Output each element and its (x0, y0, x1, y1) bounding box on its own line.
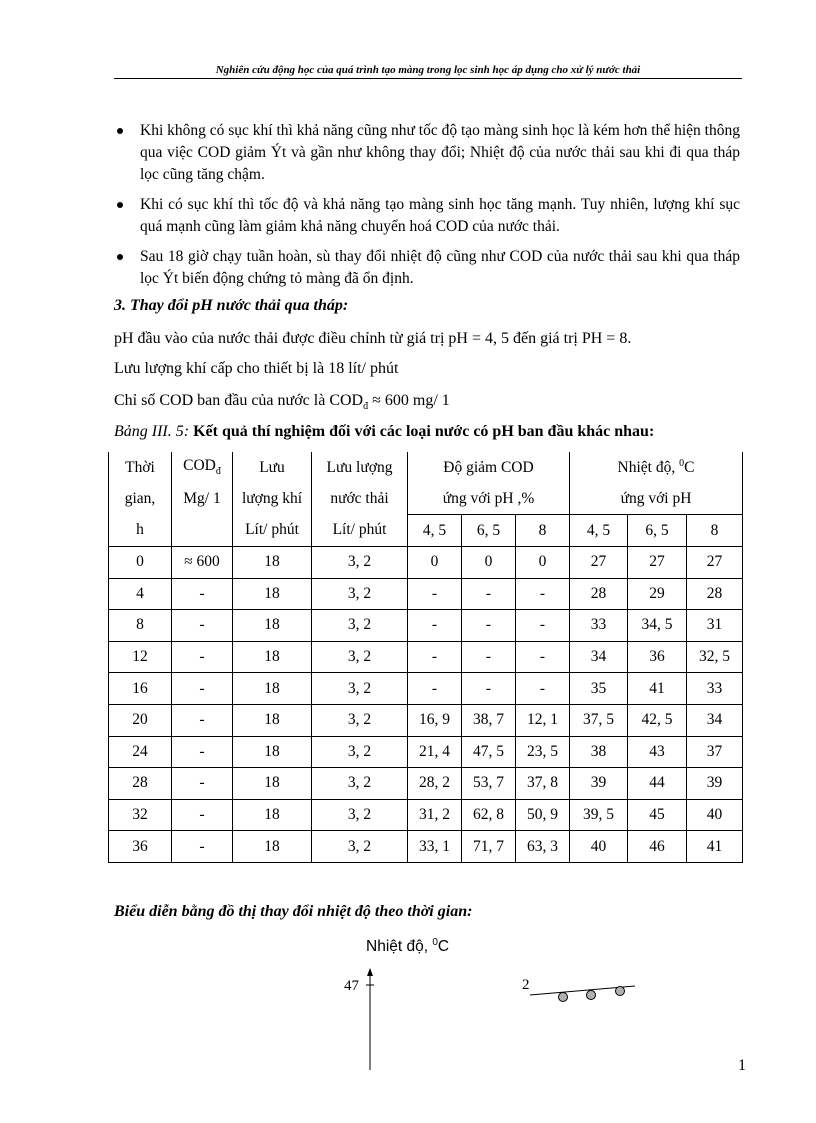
table-cell: 39, 5 (570, 799, 628, 831)
header-cod (172, 452, 233, 483)
table-cell: 24 (109, 736, 172, 768)
table-cell: 4 (109, 578, 172, 610)
table-cell: 37, 5 (570, 704, 628, 736)
table-cell: 32, 5 (687, 641, 743, 673)
table-cell: 39 (687, 768, 743, 800)
table-cell: 63, 3 (516, 831, 570, 863)
table-row (109, 547, 743, 579)
table-cell: 12 (109, 641, 172, 673)
table-cell: 41 (687, 831, 743, 863)
table-cell: 34 (687, 704, 743, 736)
header-time-2: gian, (109, 483, 172, 515)
table-cell: 28 (109, 768, 172, 800)
header-ph: 4, 5 (408, 515, 462, 547)
cod-text: Chỉ số COD ban đầu của nước là COD (114, 392, 364, 409)
table-cell: - (516, 578, 570, 610)
table-cell: - (172, 610, 233, 642)
table-cell: 39 (570, 768, 628, 800)
header-cod-reduction-1: Độ giảm COD (408, 452, 570, 483)
table-row (109, 673, 743, 705)
temperature-chart (330, 960, 650, 1070)
table-cell: 16, 9 (408, 704, 462, 736)
table-caption (114, 423, 654, 441)
table-cell: 53, 7 (462, 768, 516, 800)
header-temp-deg: 0 (679, 457, 685, 469)
table-cell: 34 (570, 641, 628, 673)
header-temp-text: Nhiệt độ, (617, 459, 680, 477)
table-row (109, 799, 743, 831)
table-cell: 18 (233, 768, 312, 800)
table-cell: 3, 2 (312, 704, 408, 736)
table-cell: 38, 7 (462, 704, 516, 736)
table-cell: 40 (570, 831, 628, 863)
table-cell: 18 (233, 578, 312, 610)
table-cell: 28 (687, 578, 743, 610)
table-cell: 21, 4 (408, 736, 462, 768)
table-cell: 18 (233, 547, 312, 579)
table-cell: 28 (570, 578, 628, 610)
table-cell: 43 (628, 736, 687, 768)
header-time-3: h (109, 515, 172, 547)
table-cell: - (408, 673, 462, 705)
chart-heading: Biểu diễn bằng đồ thị thay đổi nhiệt độ theo thời gian: (114, 903, 473, 920)
caption-text: Kết quả thí nghiệm đối với các loại nước có pH ban đầu khác nhau: (193, 423, 655, 440)
table-cell: - (172, 799, 233, 831)
table-cell: - (172, 768, 233, 800)
table-cell: 45 (628, 799, 687, 831)
table-row (109, 610, 743, 642)
header-air-1: Lưu (233, 452, 312, 483)
table-cell: 23, 5 (516, 736, 570, 768)
header-ph: 8 (687, 515, 743, 547)
table-cell: 62, 8 (462, 799, 516, 831)
caption-label: Bảng III. 5: (114, 423, 190, 440)
bullet-dot-icon (117, 202, 123, 208)
table-cell: 50, 9 (516, 799, 570, 831)
bullet-text: Sau 18 giờ chạy tuần hoàn, sù thay đổi nhiệt độ cũng như COD của nước thải sau khi qua tháp lọc Ýt biến động chứng tỏ màng đã ổn định. (140, 248, 740, 287)
header-air-3: Lít/ phút (233, 515, 312, 547)
table-cell: 20 (109, 704, 172, 736)
chart-series-label: 2 (522, 977, 530, 993)
table-cell: - (172, 736, 233, 768)
table-cell: - (172, 831, 233, 863)
table-cell: 31 (687, 610, 743, 642)
table-cell: 18 (233, 736, 312, 768)
table-cell: 18 (233, 704, 312, 736)
chart-data-point (559, 993, 568, 1002)
table-cell: 33 (570, 610, 628, 642)
table-cell: 27 (687, 547, 743, 579)
paragraph-airflow: Lưu lượng khí cấp cho thiết bị là 18 lít/ phút (114, 360, 399, 377)
table-cell: 3, 2 (312, 768, 408, 800)
table-cell: 16 (109, 673, 172, 705)
page-header: Nghiên cứu động học của quá trình tạo màng trong lọc sinh học áp dụng cho xử lý nước thải (114, 64, 742, 79)
table-row (109, 641, 743, 673)
table-cell: 46 (628, 831, 687, 863)
table-cell: 3, 2 (312, 831, 408, 863)
paragraph-ph: pH đầu vào của nước thải được điều chỉnh từ giá trị pH = 4, 5 đến giá trị PH = 8. (114, 330, 632, 347)
table-cell: 47, 5 (462, 736, 516, 768)
bullet-item (114, 246, 740, 290)
header-water-3: Lít/ phút (312, 515, 408, 547)
table-cell: 18 (233, 673, 312, 705)
chart-y-axis-label (366, 937, 449, 956)
table-cell: 0 (408, 547, 462, 579)
table-cell: 18 (233, 831, 312, 863)
table-cell: 0 (462, 547, 516, 579)
bullet-dot-icon (117, 254, 123, 260)
table-cell: 0 (516, 547, 570, 579)
header-ph: 4, 5 (570, 515, 628, 547)
cod-value: ≈ 600 mg/ 1 (368, 392, 450, 409)
table-row (109, 736, 743, 768)
table-cell: 0 (109, 547, 172, 579)
table-cell: 38 (570, 736, 628, 768)
header-cod-text: COD (183, 457, 216, 475)
bullet-text: Khi không có sục khí thì khả năng cũng như tốc độ tạo màng sinh học là kém hơn thể hiện thông qua việc COD giảm Ýt và gần như không thay đổi; Nhiệt độ của nước thải sau khi đi qua tháp lọc cũng tăng chậm. (140, 122, 740, 183)
table-cell: 18 (233, 610, 312, 642)
table-cell: - (462, 641, 516, 673)
table-row (109, 768, 743, 800)
header-temp-unit: C (684, 459, 695, 477)
paragraph-cod (114, 392, 450, 412)
table-cell: 3, 2 (312, 673, 408, 705)
table-cell: 32 (109, 799, 172, 831)
table-cell: 44 (628, 768, 687, 800)
table-row (109, 704, 743, 736)
table-cell: 28, 2 (408, 768, 462, 800)
table-cell: 3, 2 (312, 610, 408, 642)
chart-data-point (587, 991, 596, 1000)
table-cell: 36 (109, 831, 172, 863)
table-cell: 36 (628, 641, 687, 673)
bullet-item (114, 120, 740, 186)
header-cod-unit: Mg/ 1 (172, 483, 233, 515)
table-cell: 27 (628, 547, 687, 579)
table-cell: 3, 2 (312, 547, 408, 579)
table-cell: 27 (570, 547, 628, 579)
header-cod-blank (172, 515, 233, 547)
table-cell: - (462, 673, 516, 705)
table-cell: - (516, 610, 570, 642)
section-heading: 3. Thay đổi pH nước thải qua tháp: (114, 297, 349, 314)
page-number: 1 (738, 1057, 746, 1074)
chart-data-point (616, 987, 625, 996)
table-cell: - (516, 673, 570, 705)
header-temp-1 (570, 452, 743, 483)
results-table (108, 452, 743, 863)
bullet-list (114, 120, 740, 298)
header-time-1: Thời (109, 452, 172, 483)
table-cell: 35 (570, 673, 628, 705)
table-cell: ≈ 600 (172, 547, 233, 579)
table-cell: 18 (233, 641, 312, 673)
header-ph: 6, 5 (462, 515, 516, 547)
table-cell: 37 (687, 736, 743, 768)
table-cell: 37, 8 (516, 768, 570, 800)
table-cell: 3, 2 (312, 736, 408, 768)
table-cell: - (172, 641, 233, 673)
table-cell: 3, 2 (312, 578, 408, 610)
table-row (109, 831, 743, 863)
header-cod-sub: đ (215, 466, 221, 478)
chart-y-tick-label: 47 (344, 978, 359, 994)
table-cell: 29 (628, 578, 687, 610)
table-row (109, 578, 743, 610)
table-cell: - (462, 610, 516, 642)
table-cell: - (172, 704, 233, 736)
header-ph: 6, 5 (628, 515, 687, 547)
chart-ylabel-text: Nhiệt độ, (366, 938, 433, 956)
table-cell: - (408, 610, 462, 642)
table-cell: 42, 5 (628, 704, 687, 736)
header-temp-2: ứng với pH (570, 483, 743, 515)
header-air-2: lượng khí (233, 483, 312, 515)
cod-subscript: đ (363, 401, 369, 413)
table-cell: 71, 7 (462, 831, 516, 863)
header-water-1: Lưu lượng (312, 452, 408, 483)
table-cell: 33 (687, 673, 743, 705)
table-cell: - (462, 578, 516, 610)
table-cell: - (172, 578, 233, 610)
header-water-2: nước thải (312, 483, 408, 515)
header-ph: 8 (516, 515, 570, 547)
chart-y-axis-arrow-icon (367, 968, 373, 976)
table-cell: 8 (109, 610, 172, 642)
table-cell: 18 (233, 799, 312, 831)
table-cell: 12, 1 (516, 704, 570, 736)
table-cell: 31, 2 (408, 799, 462, 831)
table-cell: 33, 1 (408, 831, 462, 863)
bullet-text: Khi có sục khí thì tốc độ và khả năng tạo màng sinh học tăng mạnh. Tuy nhiên, lượng khí sục quá mạnh cũng làm giảm khả năng chuyển hoá COD của nước thải. (140, 196, 740, 235)
table-cell: 3, 2 (312, 641, 408, 673)
chart-ylabel-deg: 0 (432, 937, 438, 948)
bullet-item (114, 194, 740, 238)
table-cell: - (172, 673, 233, 705)
chart-ylabel-unit: C (437, 938, 450, 956)
bullet-dot-icon (117, 128, 123, 134)
table-cell: 3, 2 (312, 799, 408, 831)
header-cod-reduction-2: ứng với pH ,% (408, 483, 570, 515)
table-cell: - (408, 578, 462, 610)
table-cell: 40 (687, 799, 743, 831)
table-cell: 41 (628, 673, 687, 705)
table-cell: - (408, 641, 462, 673)
table-cell: 34, 5 (628, 610, 687, 642)
table-cell: - (516, 641, 570, 673)
